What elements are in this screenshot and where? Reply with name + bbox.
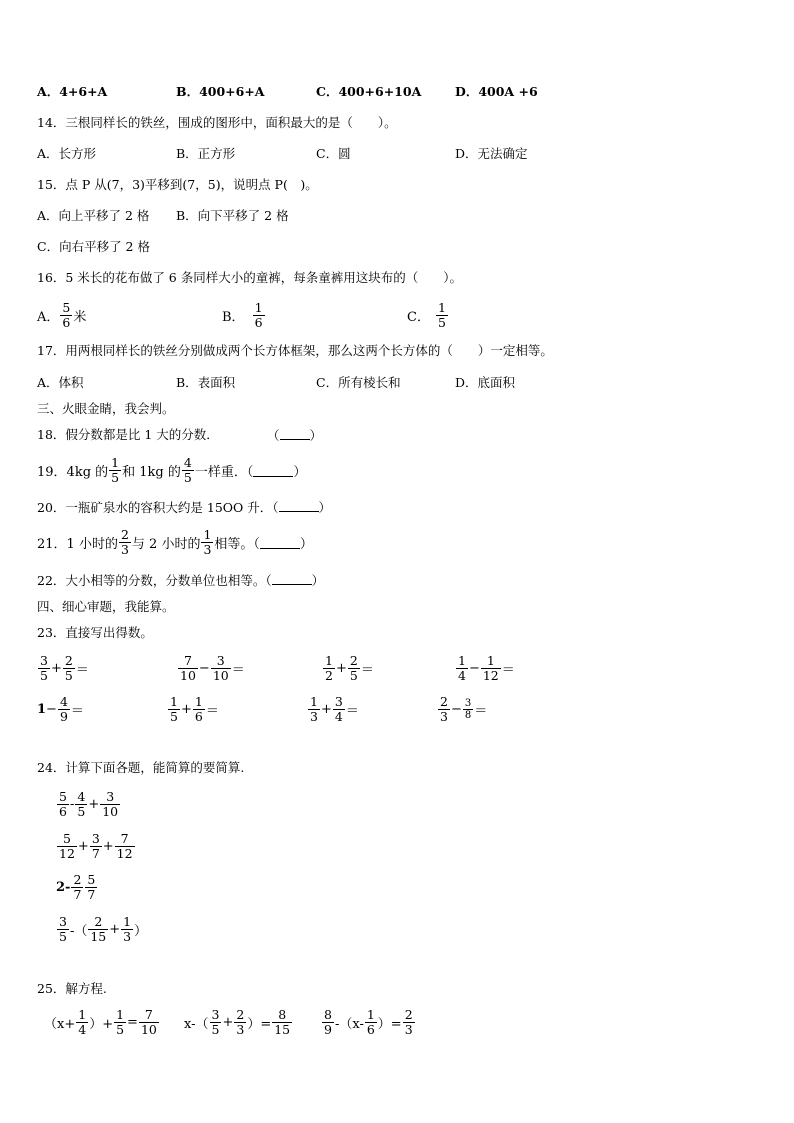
q13-option-b: B．400+6+A <box>176 84 265 99</box>
q22-blank <box>272 572 312 585</box>
q19-fraction-2: $\frac{4}{5}$ <box>183 454 192 485</box>
q25-equation-2: x-（ $\frac{3}{5}$ + $\frac{2}{3}$ ）= $\frac{8}{15}$ <box>184 1006 291 1037</box>
q17-option-d: D．底面积 <box>455 375 516 390</box>
q16-c-fraction: $\frac{1}{5}$ <box>437 299 446 330</box>
q16-c-label: C． <box>407 309 430 325</box>
q23-expr-3: $\frac{1}{2}$ + $\frac{2}{5}$ ＝ <box>325 652 374 683</box>
q17-stem: 17．用两根同样长的铁丝分别做成两个长方体框架，那么这两个长方体的（ ）一定相等。 <box>37 343 553 358</box>
q24-expr-2: $\frac{5}{12}$ + $\frac{3}{7}$ + $\frac{7}{12}$ <box>59 830 133 861</box>
q24-expr-4: $\frac{3}{5}$ -（ $\frac{2}{15}$ + $\frac{1}{3}$ ） <box>59 913 148 944</box>
q16-a-unit: 米 <box>73 309 87 325</box>
q16-stem: 16．5 米长的花布做了 6 条同样大小的童裤，每条童裤用这块布的（ ）。 <box>37 270 462 285</box>
q17-option-c: C．所有棱长和 <box>316 375 401 390</box>
q15-option-a: A．向上平移了 2 格 <box>37 208 150 223</box>
q14-option-b: B．正方形 <box>176 146 236 161</box>
q18-blank <box>280 427 310 440</box>
q21-fraction-1: $\frac{2}{3}$ <box>120 526 129 557</box>
q19-text-3: 一样重．（ <box>194 464 254 480</box>
q16-a-label: A． <box>37 309 60 325</box>
q14-option-d: D．无法确定 <box>455 146 528 161</box>
q13-option-d: D．400A +6 <box>455 84 538 99</box>
q21-fraction-2: $\frac{1}{3}$ <box>203 526 212 557</box>
q14-stem: 14．三根同样长的铁丝，围成的图形中，面积最大的是（ ）。 <box>37 115 397 130</box>
q25-equation-3: $\frac{8}{9}$ -（x- $\frac{1}{6}$ ）= $\frac{2}{3}$ <box>324 1006 413 1037</box>
section-4-heading: 四、细心审题，我能算。 <box>37 599 175 614</box>
q21-text-1: 21．1 小时的 <box>37 536 118 552</box>
q23-expr-1: $\frac{3}{5}$ + $\frac{2}{5}$ ＝ <box>40 652 89 683</box>
q22: 22．大小相等的分数，分数单位也相等。（ ） <box>37 573 325 588</box>
q25-stem: 25．解方程. <box>37 981 107 996</box>
q19-text-1: 19．4kg 的 <box>37 464 109 480</box>
q21-text-2: 与 2 小时的 <box>131 536 201 552</box>
q19-text-4: ） <box>293 464 307 480</box>
q23-expr-6: $\frac{1}{5}$ + $\frac{1}{6}$ ＝ <box>170 693 219 724</box>
q17-option-a: A．体积 <box>37 375 84 390</box>
q16-option-c <box>407 296 449 334</box>
q16-b-label: B． <box>222 309 245 325</box>
q15-option-b: B．向下平移了 2 格 <box>176 208 289 223</box>
q20: 20．一瓶矿泉水的容积大约是 15OO 升．（ ） <box>37 500 332 515</box>
section-3-heading: 三、火眼金睛，我会判。 <box>37 401 175 416</box>
q21 <box>37 524 313 560</box>
q20-blank <box>279 499 319 512</box>
q14-option-a: A．长方形 <box>37 146 97 161</box>
q21-blank <box>260 536 300 549</box>
q21-text-4: ） <box>299 536 313 552</box>
q24-expr-1: $\frac{5}{6}$ - $\frac{4}{5}$ + $\frac{3}{10}$ <box>59 788 119 819</box>
q23-expr-5: 1 − $\frac{4}{9}$ ＝ <box>37 693 84 724</box>
q19 <box>37 452 306 488</box>
q16-b-fraction: $\frac{1}{6}$ <box>254 299 263 330</box>
q20-stem: 20．一瓶矿泉水的容积大约是 15OO 升．（ <box>37 500 279 515</box>
q23-expr-7: $\frac{1}{3}$ + $\frac{3}{4}$ ＝ <box>310 693 359 724</box>
q22-stem: 22．大小相等的分数，分数单位也相等。（ <box>37 573 272 588</box>
q13-option-a: A．4+6+A <box>37 84 108 99</box>
q25-equation-1: （x+ $\frac{1}{4}$ ）+ $\frac{1}{5}$ = $\frac{7}{10}$ <box>44 1006 157 1037</box>
q16-option-a <box>37 296 86 334</box>
q14-option-c: C．圆 <box>316 146 351 161</box>
q23-expr-8: $\frac{2}{3}$ − $\frac{3}{8}$ ＝ <box>440 693 488 724</box>
q19-fraction-1: $\frac{1}{5}$ <box>111 454 120 485</box>
q16-a-fraction: $\frac{5}{6}$ <box>62 299 71 330</box>
q15-option-c: C．向右平移了 2 格 <box>37 239 150 254</box>
q16-option-b <box>222 296 266 334</box>
q24-stem: 24．计算下面各题，能简算的要简算. <box>37 760 245 775</box>
q18-answer: （ ） <box>267 428 323 443</box>
q13-option-c: C．400+6+10A <box>316 84 422 99</box>
q23-expr-2: $\frac{7}{10}$ − $\frac{3}{10}$ ＝ <box>180 652 245 683</box>
q21-text-3: 相等。（ <box>214 536 260 552</box>
q19-text-2: 和 1kg 的 <box>122 464 181 480</box>
q23-expr-4: $\frac{1}{4}$ − $\frac{1}{12}$ ＝ <box>458 652 515 683</box>
q15-stem: 15．点 P 从(7，3)平移到(7，5)，说明点 P( )。 <box>37 177 318 192</box>
q19-blank <box>253 464 293 477</box>
q23-stem: 23．直接写出得数。 <box>37 625 153 640</box>
q18-stem: 18．假分数都是比 1 大的分数． <box>37 427 219 442</box>
q17-option-b: B．表面积 <box>176 375 236 390</box>
q24-expr-3: 2- $\frac{2}{7}$ $\frac{5}{7}$ <box>56 871 96 902</box>
